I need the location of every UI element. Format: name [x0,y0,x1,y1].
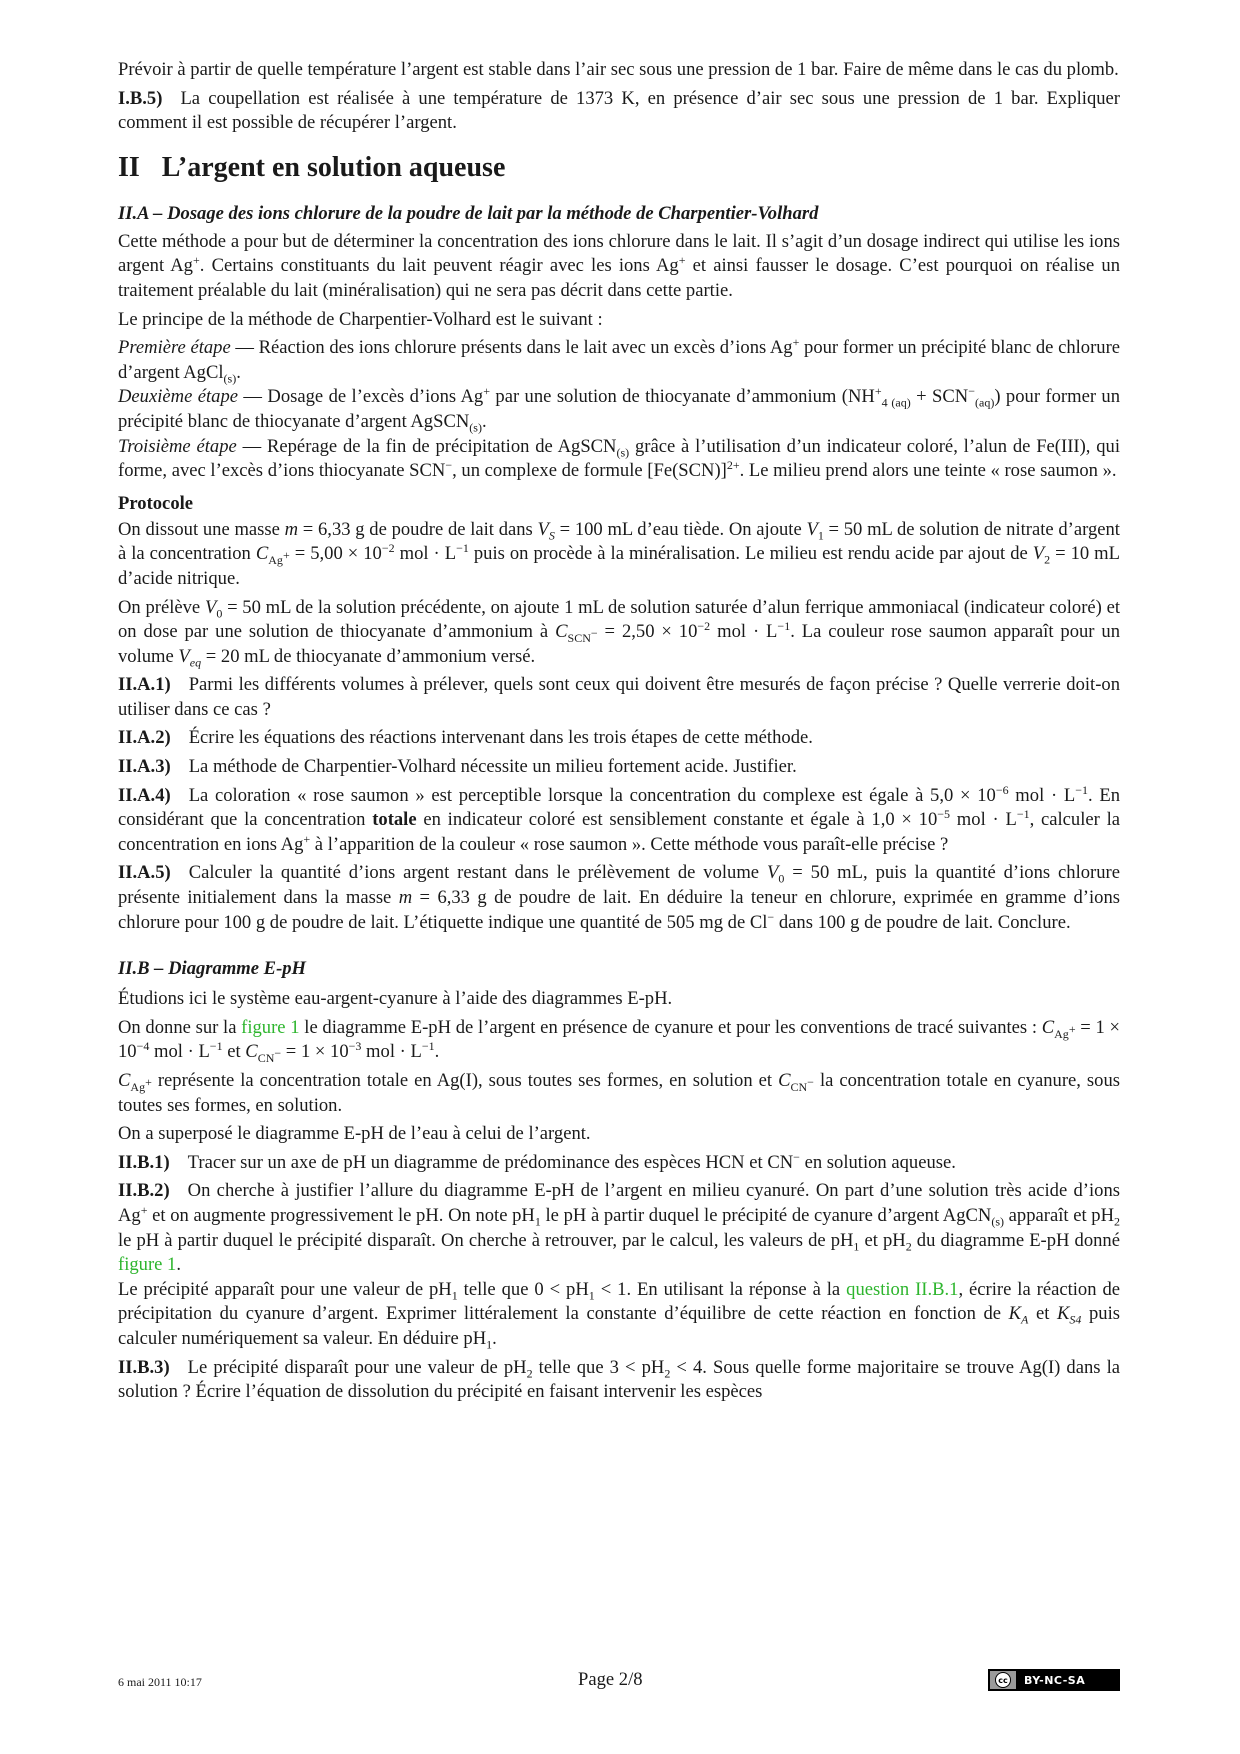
protocol-heading: Protocole [118,492,194,514]
page-content [118,58,1120,1409]
license-label: BY-NC-SA [1024,1673,1086,1687]
question-link[interactable]: question II.B.1 [846,1278,959,1300]
b-intro-4: On a superposé le diagramme E-pH de l’eau à celui de l’argent. [118,1123,591,1145]
question-b3: II.B.3) Le précipité disparaît pour une valeur de $pH_2$ telle que $3 < pH_2 < 4$. Sous quelle forme majoritaire se trouve Ag(I) dans la solution ? Écrire l’équation de dissolution du précipité en faisant intervenir les espèces [118,1356,1120,1403]
step-3: Troisième étape — Repérage de la fin de précipitation de AgSCN$_{(s)}$ grâce à l’utilisation d’un indicateur coloré, l’alun de Fe(III), qui forme, avec l’excès d’ions thiocyanate SCN−, un complexe de formule $[Fe(SCN)]^{2+}$. Le milieu prend alors une teinte « rose saumon ». [118,435,1120,482]
question-number: I.B.5) [118,87,163,109]
question-b2-continued: Le précipité apparaît pour une valeur de $pH_1$ telle que $0 < pH_1 < 1$. En utilisant la réponse à la question II.B.1, écrire la réaction de précipitation du cyanure d’argent. Exprimer littéralement la constante d’équilibre de cette réaction en fonction de $K_A$ et $K_{S4}$ puis calculer numériquement sa valeur. En déduire $pH_1$. [118,1278,1121,1352]
question-b1: II.B.1) Tracer sur un axe de pH un diagramme de prédominance des espèces HCN et CN− en solution aqueuse. [118,1149,956,1173]
b-intro-2: On donne sur la figure 1 le diagramme E-pH de l’argent en présence de cyanure et pour les conventions de tracé suivantes : $C_{Ag^+} = 1 \times 10^{-4}$ mol · $L^{-1}$ et $C_{CN^-} = 1 \times 10^{-3}$ mol · $L^{-1}$. [118,1016,1120,1066]
question-a5: II.A.5) Calculer la quantité d’ions argent restant dans le prélèvement de volume $V_0 = 50$ mL, puis la quantité d’ions chlorure présente initialement dans la masse m = 6,33 g de poudre de lait. En déduire la teneur en chlorure, exprimée en gramme d’ions chlorure pour 100 g de poudre de lait. L’étiquette indique une quantité de 505 mg de Cl− dans 100 g de poudre de lait. Conclure. [118,862,1120,933]
question-a2: II.A.2) Écrire les équations des réactions intervenant dans les trois étapes de cette méthode. [118,727,813,749]
page-number: Page 2/8 [578,1669,643,1690]
b-intro-3: $C_{Ag^+}$ représente la concentration totale en Ag(I), sous toutes ses formes, en solution et $C_{CN^-}$ la concentration totale en cyanure, sous toutes ses formes, en solution. [118,1070,1120,1116]
step-2: Deuxième étape — Dosage de l’excès d’ions Ag+ par une solution de thiocyanate d’ammonium $(NH^+_{4 (aq)} + SCN^-_{(aq)})$ pour former un précipité blanc de thiocyanate d’argent AgSCN$_{(s)}$. [118,384,1121,435]
principle-paragraph: Le principe de la méthode de Charpentier-Volhard est le suivant : [118,308,603,330]
subsection-b-heading: II.B – Diagramme E-pH [118,958,307,980]
question-a1: II.A.1) Parmi les différents volumes à prélever, quels sont ceux qui doivent être mesurés de façon précise ? Quelle verrerie doit-on utiliser dans ce cas ? [118,674,1120,720]
footer-date: 6 mai 2011 10:17 [118,1675,202,1689]
b-intro-1: Étudions ici le système eau-argent-cyanure à l’aide des diagrammes E-pH. [118,988,673,1010]
section-heading: II L’argent en solution aqueuse [118,151,506,183]
question-a4: II.A.4) La coloration « rose saumon » est perceptible lorsque la concentration du complexe est égale à $5,0 \times 10^{-6}$ mol · $L^{-1}$. En considérant que la concentration totale en indicateur coloré est sensiblement constante et égale à $1,0 \times 10^{-5}$ mol · $L^{-1}$, calculer la concentration en ions Ag+ à l’apparition de la couleur « rose saumon ». Cette méthode vous paraît-elle précise ? [118,782,1121,855]
question-b2: II.B.2) On cherche à justifier l’allure du diagramme E-pH de l’argent en milieu cyanuré. On part d’une solution très acide d’ions Ag+ et on augmente progressivement le pH. On note $pH_1$ le pH à partir duquel le précipité de cyanure d’argent AgCN$_{(s)}$ apparaît et $pH_2$ le pH à partir duquel le précipité disparaît. On cherche à retrouver, par le calcul, les valeurs de $pH_1$ et $pH_2$ du diagramme E-pH donné figure 1. [118,1180,1121,1276]
license-badge [988,1669,1120,1691]
intro-paragraph: Cette méthode a pour but de déterminer la concentration des ions chlorure dans le lait. Il s’agit d’un dosage indirect qui utilise les ions argent Ag+. Certains constituants du lait peuvent réagir avec les ions Ag+ et ainsi fausser le dosage. C’est pourquoi on réalise un traitement préalable du lait (minéralisation) qui ne sera pas décrit dans cette partie. [118,230,1121,301]
question-ib5: I.B.5) La coupellation est réalisée à une température de 1373 K, en présence d’air sec sous une pression de 1 bar. Expliquer comment il est possible de récupérer l’argent. [118,87,1120,134]
question-a3: II.A.3) La méthode de Charpentier-Volhard nécessite un milieu fortement acide. Justifier. [118,756,797,778]
subsection-a-heading: II.A – Dosage des ions chlorure de la poudre de lait par la méthode de Charpentier-Volhard [118,202,819,224]
cc-icon: cc [990,1671,1016,1689]
paragraph: Prévoir à partir de quelle température l’argent est stable dans l’air sec sous une pression de 1 bar. Faire de même dans le cas du plomb. [118,59,1119,80]
figure-link[interactable]: figure 1 [241,1016,300,1038]
figure-link[interactable]: figure 1 [118,1254,177,1276]
protocol-paragraph-1: On dissout une masse m = 6,33 g de poudre de lait dans $V_S = 100$ mL d’eau tiède. On ajoute $V_1 = 50$ mL de solution de nitrate d’argent à la concentration $C_{Ag^+} = 5,00 \times 10^{-2}$ mol · $L^{-1}$ puis on procède à la minéralisation. Le milieu est rendu acide par ajout de $V_2 = 10$ mL d’acide nitrique. [118,518,1121,589]
protocol-paragraph-2: On prélève $V_0 = 50$ mL de la solution précédente, on ajoute 1 mL de solution saturée d’alun ferrique ammoniacal (indicateur coloré) et on dose par une solution de thiocyanate d’ammonium à $C_{SCN^-} = 2,50 \times 10^{-2}$ mol · $L^{-1}$. La couleur rose saumon apparaît pour un volume $V_{eq} = 20$ mL de thiocyanate d’ammonium versé. [118,596,1121,670]
page-footer [118,1669,1120,1693]
step-1: Première étape — Réaction des ions chlorure présents dans le lait avec un excès d’ions Ag+ pour former un précipité blanc de chlorure d’argent AgCl$_{(s)}$. [118,334,1121,386]
